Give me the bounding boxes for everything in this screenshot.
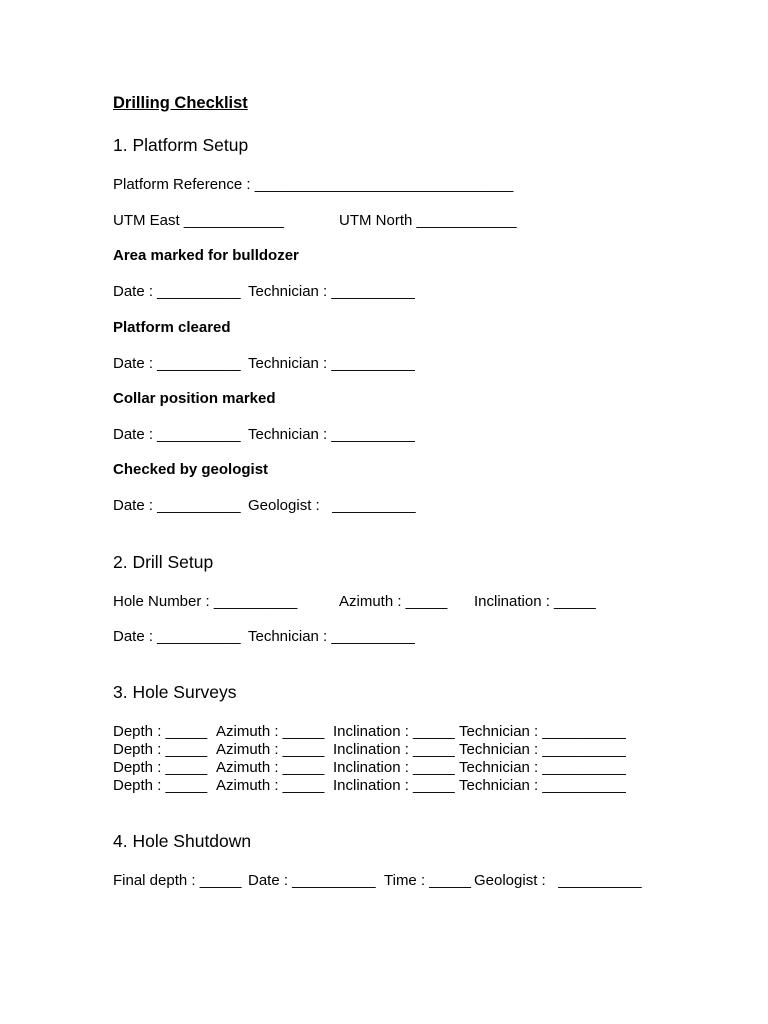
azimuth-field[interactable]: Azimuth : _____ bbox=[216, 759, 325, 776]
utm-north-field[interactable]: UTM North ____________ bbox=[339, 212, 517, 229]
geologist-field[interactable]: Geologist : __________ bbox=[248, 497, 416, 514]
date-field[interactable]: Date : __________ bbox=[113, 355, 241, 372]
utm-row bbox=[113, 212, 633, 230]
depth-field[interactable]: Depth : _____ bbox=[113, 741, 208, 758]
azimuth-field[interactable]: Azimuth : _____ bbox=[216, 741, 325, 758]
survey-row bbox=[113, 759, 653, 777]
section-heading-drill-setup: 2. Drill Setup bbox=[113, 552, 214, 572]
azimuth-field[interactable]: Azimuth : _____ bbox=[216, 777, 325, 794]
depth-field[interactable]: Depth : _____ bbox=[113, 723, 208, 740]
drill-setup-signoff-row bbox=[113, 628, 633, 646]
inclination-field[interactable]: Inclination : _____ bbox=[333, 777, 455, 794]
step-label-collar-position: Collar position marked bbox=[113, 390, 276, 407]
inclination-field[interactable]: Inclination : _____ bbox=[333, 759, 455, 776]
survey-row bbox=[113, 777, 653, 795]
section-heading-hole-shutdown: 4. Hole Shutdown bbox=[113, 831, 252, 851]
date-field[interactable]: Date : __________ bbox=[248, 872, 376, 889]
section-heading-hole-surveys: 3. Hole Surveys bbox=[113, 682, 237, 702]
hole-number-field[interactable]: Hole Number : __________ bbox=[113, 593, 298, 610]
step-label-checked-by-geologist: Checked by geologist bbox=[113, 461, 269, 478]
technician-field[interactable]: Technician : __________ bbox=[459, 759, 626, 776]
date-field[interactable]: Date : __________ bbox=[113, 628, 241, 645]
technician-field[interactable]: Technician : __________ bbox=[248, 426, 415, 443]
azimuth-field[interactable]: Azimuth : _____ bbox=[216, 723, 325, 740]
section-heading-platform-setup: 1. Platform Setup bbox=[113, 135, 249, 155]
inclination-field[interactable]: Inclination : _____ bbox=[333, 741, 455, 758]
technician-field[interactable]: Technician : __________ bbox=[248, 628, 415, 645]
technician-field[interactable]: Technician : __________ bbox=[459, 741, 626, 758]
step-row-area-marked bbox=[113, 283, 633, 301]
final-depth-field[interactable]: Final depth : _____ bbox=[113, 872, 242, 889]
step-label-area-marked: Area marked for bulldozer bbox=[113, 247, 299, 264]
date-field[interactable]: Date : __________ bbox=[113, 497, 241, 514]
date-field[interactable]: Date : __________ bbox=[113, 283, 241, 300]
inclination-field[interactable]: Inclination : _____ bbox=[333, 723, 455, 740]
technician-field[interactable]: Technician : __________ bbox=[248, 355, 415, 372]
utm-east-field[interactable]: UTM East ____________ bbox=[113, 212, 284, 229]
platform-reference-field[interactable]: Platform Reference : _______________________________ bbox=[113, 176, 514, 193]
time-field[interactable]: Time : _____ bbox=[384, 872, 471, 889]
technician-field[interactable]: Technician : __________ bbox=[459, 723, 626, 740]
step-row-collar-position bbox=[113, 426, 633, 444]
survey-row bbox=[113, 741, 653, 759]
depth-field[interactable]: Depth : _____ bbox=[113, 759, 208, 776]
inclination-field[interactable]: Inclination : _____ bbox=[474, 593, 596, 610]
depth-field[interactable]: Depth : _____ bbox=[113, 777, 208, 794]
shutdown-row bbox=[113, 872, 673, 890]
step-row-platform-cleared bbox=[113, 355, 633, 373]
geologist-field[interactable]: Geologist : __________ bbox=[474, 872, 642, 889]
technician-field[interactable]: Technician : __________ bbox=[248, 283, 415, 300]
date-field[interactable]: Date : __________ bbox=[113, 426, 241, 443]
survey-row bbox=[113, 723, 653, 741]
step-label-platform-cleared: Platform cleared bbox=[113, 319, 231, 336]
drill-setup-row bbox=[113, 593, 653, 611]
document-title: Drilling Checklist bbox=[113, 94, 248, 112]
step-row-checked-by-geologist bbox=[113, 497, 633, 515]
azimuth-field[interactable]: Azimuth : _____ bbox=[339, 593, 448, 610]
technician-field[interactable]: Technician : __________ bbox=[459, 777, 626, 794]
